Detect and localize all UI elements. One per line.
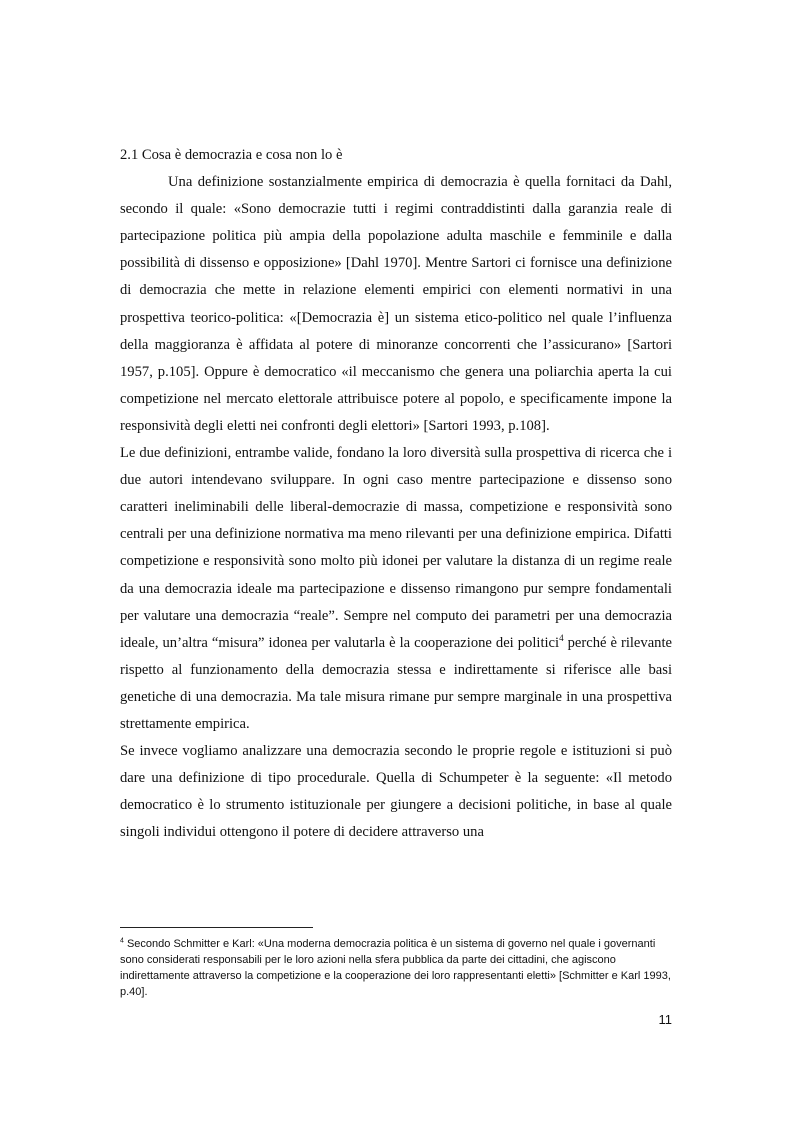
body-text [120,142,672,846]
footnote-separator [120,927,313,928]
paragraph-dahl-sartori: Una definizione sostanzialmente empirica di democrazia è quella fornitaci da Dahl, secondo il quale: «Sono democrazie tutti i regimi contraddistinti dalla garanzia reale di partecipazione politica più ampia della popolazione adulta maschile e femminile e dalla possibilità di dissenso e opposizione» [Dahl 1970]. Mentre Sartori ci fornisce una definizione di democrazia che mette in relazione elementi empirici con elementi normativi in una prospettiva teorico-politica: «[Democrazia è] un sistema etico-politico nel quale l’influenza della maggioranza è affidata al potere di minoranze concorrenti che l’assicurano» [Sartori 1957, p.105]. Oppure è democratico «il meccanismo che genera una poliarchia aperta la cui competizione nel mercato elettorale attribuisce potere al popolo, e specificamente impone la responsività degli eletti nei confronti degli elettori» [Sartori 1993, p.108]. [120,174,672,434]
footnote-number: 4 [120,937,124,945]
paragraph-schumpeter: Se invece vogliamo analizzare una democrazia secondo le proprie regole e istituzioni si può dare una definizione di tipo procedurale. Quella di Schumpeter è la seguente: «Il metodo democratico è lo strumento istituzionale per giungere a decisioni politiche, in base al quale singoli individui ottengono il potere di decidere attraverso una [120,743,672,841]
footnote-reference[interactable]: 4 [559,632,564,643]
paragraph-two-text-after: perché è rilevante rispetto al funzionamento della democrazia stessa e indirettamente si riferisce alle basi genetiche di una democrazia. Ma tale misura rimane pur sempre marginale in una prospettiva strettamente empirica. [120,634,673,732]
paragraph-two-text-before: Le due definizioni, entrambe valide, fondano la loro diversità sulla prospettiva di ricerca che i due autori intendevano sviluppare. In ogni caso mentre partecipazione e dissenso sono caratteri ineliminabili delle liberal-democrazie di massa, competizione e responsività sono centrali per una definizione normativa ma meno rilevanti per una definizione empirica. Difatti competizione e responsività sono molto più idonei per valutare la distanza di un regime reale da una democrazia ideale ma partecipazione e dissenso rimangono pur sempre fondamentali per valutare una democrazia “reale”. Sempre nel computo dei parametri per una democrazia ideale, un’altra “misura” idonea per valutarla è la cooperazione dei politici [120,445,672,651]
section-heading: 2.1 Cosa è democrazia e cosa non lo è [120,147,343,163]
paragraph-two-definitions [120,440,672,738]
footnote [120,936,676,1000]
footnote-text: Secondo Schmitter e Karl: «Una moderna democrazia politica è un sistema di governo nel quale i governanti sono considerati responsabili per le loro azioni nella sfera pubblica da parte dei cittadini, che agiscono indirettamente attraverso la competizione e la cooperazione dei loro rappresentanti eletti» [Schmitter e Karl 1993, p.40]. [120,938,671,998]
page-number: 11 [658,1012,672,1027]
